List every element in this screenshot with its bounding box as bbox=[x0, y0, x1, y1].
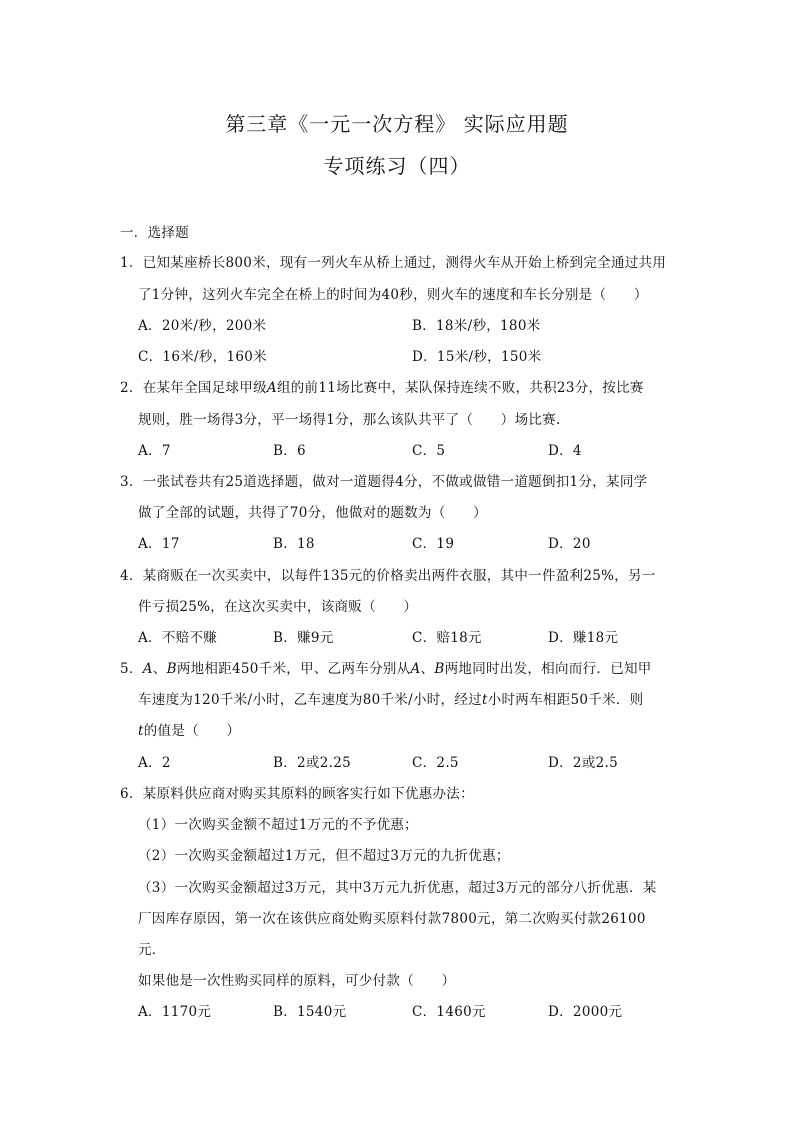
question-3-option-b: B．18 bbox=[273, 536, 315, 552]
question-3-line-1: 3．一张试卷共有25道选择题，做对一道题得4分，不做或做错一道题倒扣1分，某同学 bbox=[120, 474, 648, 490]
question-5-text-2: 两地同时出发，相向而行．已知甲 bbox=[444, 661, 652, 677]
question-2-option-c: C．5 bbox=[412, 443, 446, 459]
question-5-option-a: A．2 bbox=[138, 755, 171, 771]
question-1-option-d: D．15米/秒，150米 bbox=[412, 349, 542, 365]
question-5-line-2 bbox=[138, 688, 698, 708]
question-5-var-a: A bbox=[142, 661, 153, 677]
question-6-item-3-line-3: 元． bbox=[138, 942, 166, 958]
question-6-item-1: （1）一次购买金额不超过1万元的不予优惠； bbox=[138, 817, 418, 833]
page-title: 第三章《一元一次方程》 实际应用题 bbox=[225, 112, 569, 136]
question-4-line-1: 4．某商贩在一次买卖中，以每件135元的价格卖出两件衣服，其中一件盈利25%，另一 bbox=[120, 568, 656, 584]
question-5-sep: 、 bbox=[152, 661, 167, 677]
question-2-line-1 bbox=[120, 376, 680, 396]
question-5-line-3-post: 的值是（ ） bbox=[143, 723, 241, 739]
question-5-line-1 bbox=[120, 657, 680, 677]
question-5-number: 5． bbox=[120, 661, 143, 677]
question-2-option-d: D．4 bbox=[548, 443, 582, 459]
question-2-text-post: 组的前11场比赛中，某队保持连续不败，共积23分，按比赛 bbox=[276, 380, 644, 396]
question-5-sep-2: 、 bbox=[420, 661, 435, 677]
question-6-option-b: B．1540元 bbox=[273, 1004, 347, 1020]
question-3-option-a: A．17 bbox=[138, 536, 180, 552]
question-6-item-3-line-2: 厂因库存原因，第一次在该供应商处购买原料付款7800元，第二次购买付款26100 bbox=[138, 911, 646, 927]
question-3-line-2: 做了全部的试题，共得了70分，他做对的题数为（ ） bbox=[138, 505, 487, 521]
question-5-var-a-2: A bbox=[410, 661, 421, 677]
question-3-option-c: C．19 bbox=[412, 536, 455, 552]
question-4-option-a: A．不赔不赚 bbox=[138, 630, 218, 646]
question-4-option-b: B．赚9元 bbox=[273, 630, 334, 646]
question-1-option-b: B．18米/秒，180米 bbox=[412, 318, 541, 334]
question-2-option-a: A．7 bbox=[138, 443, 171, 459]
question-5-line-2-post: 小时两车相距50千米．则 bbox=[487, 692, 644, 708]
question-2-var-a: A bbox=[266, 380, 277, 396]
question-6-option-a: A．1170元 bbox=[138, 1004, 212, 1020]
question-4-option-c: C．赔18元 bbox=[412, 630, 482, 646]
question-1-option-a: A．20米/秒，200米 bbox=[138, 318, 267, 334]
question-5-var-t-2: t bbox=[138, 723, 144, 739]
question-2-line-2: 规则，胜一场得3分，平一场得1分，那么该队共平了（ ）场比赛. bbox=[138, 412, 561, 428]
question-4-line-2: 件亏损25%，在这次买卖中，该商贩（ ） bbox=[138, 599, 418, 615]
question-5-var-b-2: B bbox=[434, 661, 445, 677]
page-subtitle: 专项练习（四） bbox=[323, 154, 471, 178]
question-2-option-b: B．6 bbox=[273, 443, 306, 459]
question-5-text-1: 两地相距450千米，甲、乙两车分别从 bbox=[176, 661, 411, 677]
question-5-option-b: B．2或2.25 bbox=[273, 755, 351, 771]
question-6-item-3-line-1: （3）一次购买金额超过3万元，其中3万元九折优惠，超过3万元的部分八折优惠．某 bbox=[138, 880, 657, 896]
question-1-option-c: C．16米/秒，160米 bbox=[138, 349, 267, 365]
question-5-line-3 bbox=[138, 719, 698, 739]
question-5-line-2-pre: 车速度为120千米/小时，乙车速度为80千米/小时，经过 bbox=[138, 692, 482, 708]
question-1-line-1: 1．已知某座桥长800米，现有一列火车从桥上通过，测得火车从开始上桥到完全通过共用 bbox=[120, 255, 667, 271]
question-6-option-d: D．2000元 bbox=[548, 1004, 623, 1020]
question-4-option-d: D．赚18元 bbox=[548, 630, 619, 646]
question-5-var-b: B bbox=[166, 661, 177, 677]
question-5-option-d: D．2或2.5 bbox=[548, 755, 618, 771]
section-heading: 一．选择题 bbox=[120, 225, 189, 241]
question-5-var-t: t bbox=[481, 692, 488, 708]
question-6-option-c: C．1460元 bbox=[412, 1004, 486, 1020]
question-1-line-2: 了1分钟，这列火车完全在桥上的时间为40秒，则火车的速度和车长分别是（ ） bbox=[138, 287, 648, 303]
question-5-option-c: C．2.5 bbox=[412, 755, 459, 771]
question-3-option-d: D．20 bbox=[548, 536, 591, 552]
question-6-line-1: 6．某原料供应商对购买其原料的顾客实行如下优惠办法： bbox=[120, 786, 474, 802]
question-6-question: 如果他是一次性购买同样的原料，可少付款（ ） bbox=[138, 973, 456, 989]
question-6-item-2: （2）一次购买金额超过1万元，但不超过3万元的九折优惠； bbox=[138, 848, 510, 864]
question-2-text-pre: 2．在某年全国足球甲级 bbox=[120, 380, 267, 396]
